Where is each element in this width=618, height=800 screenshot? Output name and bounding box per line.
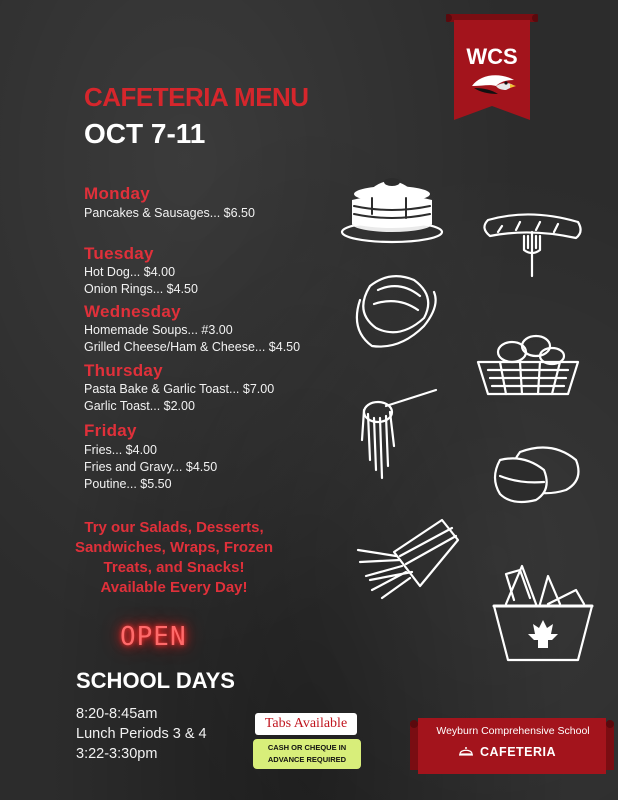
menu-item: Homemade Soups... #3.00 [84, 323, 233, 337]
tabs-available-badge: Tabs Available [255, 713, 357, 735]
promo-line: Available Every Day! [100, 579, 248, 596]
footer-school-name: Weyburn Comprehensive School [436, 725, 590, 737]
menu-item: Fries... $4.00 [84, 443, 157, 457]
menu-item: Poutine... $5.50 [84, 477, 172, 491]
menu-item: Grilled Cheese/Ham & Cheese... $4.50 [84, 340, 301, 354]
maple-leaf-icon [528, 620, 558, 648]
cash-line: ADVANCE REQUIRED [267, 755, 347, 764]
fries-icon [358, 520, 458, 598]
sausage-fork-icon [484, 214, 580, 276]
schedule-time: 3:22-3:30pm [76, 746, 158, 762]
footer-cafeteria-label: CAFETERIA [480, 745, 557, 759]
pancakes-icon [342, 178, 442, 242]
hot-dog-icon [357, 276, 436, 346]
day-friday: Friday [84, 421, 137, 440]
schedule-time: Lunch Periods 3 & 4 [76, 726, 207, 742]
school-days-heading: SCHOOL DAYS [76, 668, 235, 693]
day-tuesday: Tuesday [84, 244, 154, 263]
schedule-time: 8:20-8:45am [76, 706, 158, 722]
menu-item: Fries and Gravy... $4.50 [84, 460, 218, 474]
spaghetti-fork-icon [362, 390, 436, 478]
day-monday: Monday [84, 184, 151, 203]
menu-item: Garlic Toast... $2.00 [84, 399, 195, 413]
garlic-bread-icon [495, 448, 578, 503]
menu-item: Onion Rings... $4.50 [84, 282, 198, 296]
cash-line: CASH OR CHEQUE IN [267, 743, 347, 752]
menu-item: Hot Dog... $4.00 [84, 265, 176, 279]
wcs-logo-text: WCS [466, 44, 518, 69]
menu-item: Pancakes & Sausages... $6.50 [84, 206, 255, 220]
page-title: CAFETERIA MENU [84, 82, 309, 112]
open-neon-sign: OPEN [120, 622, 187, 652]
promo-line: Sandwiches, Wraps, Frozen [74, 539, 274, 556]
promo-line: Treats, and Snacks! [103, 559, 245, 576]
promo-line: Try our Salads, Desserts, [84, 519, 264, 536]
day-thursday: Thursday [84, 361, 163, 380]
onion-rings-icon [478, 336, 578, 394]
menu-item: Pasta Bake & Garlic Toast... $7.00 [84, 382, 275, 396]
date-range: OCT 7-11 [84, 118, 206, 149]
day-wednesday: Wednesday [84, 302, 181, 321]
